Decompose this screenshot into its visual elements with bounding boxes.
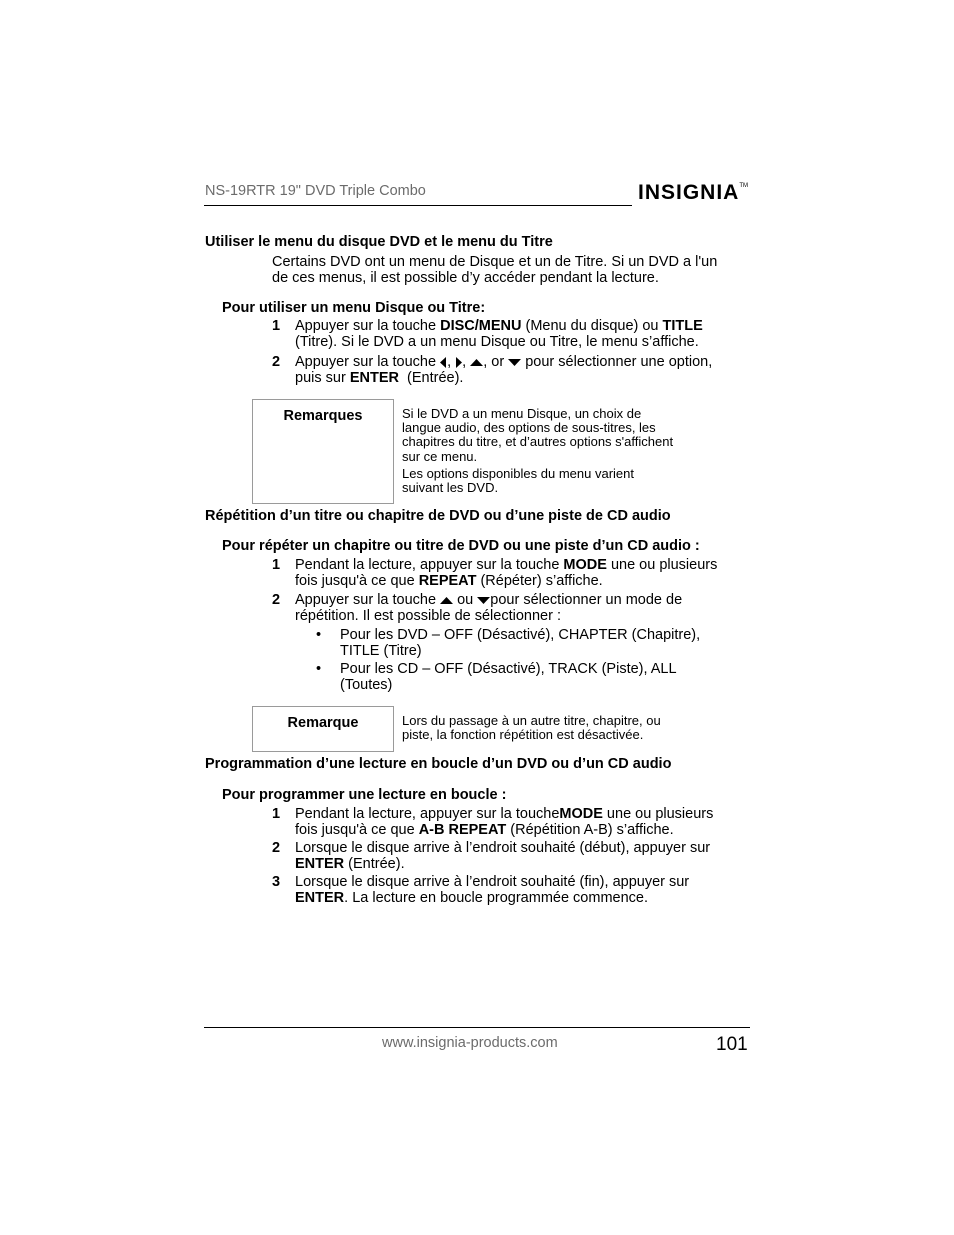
- bullet-dot: •: [316, 661, 322, 677]
- header-rule: [204, 205, 632, 206]
- note-line: suivant les DVD.: [402, 480, 499, 496]
- arrow-up-icon: [440, 597, 453, 604]
- text-run: Appuyer sur la touche: [295, 318, 441, 334]
- step-text: [295, 318, 755, 350]
- text-run: Pour les DVD – OFF (Désactivé), CHAPTER (Chapitre),: [340, 627, 701, 643]
- arrow-down-icon: [508, 359, 521, 366]
- step-number: 2: [272, 592, 281, 608]
- section-heading-disc-menu: Utiliser le menu du disque DVD et le menu du Titre: [205, 234, 553, 250]
- section-intro: [272, 254, 717, 286]
- note-line: piste, la fonction répétition est désactivée.: [402, 727, 644, 743]
- note-line: Lors du passage à un autre titre, chapitre, ou: [402, 713, 661, 728]
- text-run: (Entrée).: [344, 856, 405, 872]
- text-run: ,: [447, 354, 452, 370]
- note-line: sur ce menu.: [402, 448, 478, 464]
- key-name: DISC/MENU: [440, 318, 522, 334]
- text-run: (Répétition A-B) s’affiche.: [506, 822, 674, 838]
- step-number: 1: [272, 318, 281, 334]
- key-name: MODE: [559, 806, 603, 822]
- step-text: [295, 874, 755, 906]
- text-run: (Menu du disque) ou: [521, 318, 663, 334]
- text-run: pour sélectionner une option,: [521, 354, 713, 370]
- text-run: répétition. Il est possible de sélectionner :: [295, 608, 561, 624]
- text-run: une ou plusieurs: [606, 557, 718, 573]
- step-text: [295, 354, 755, 386]
- step-number: 3: [272, 874, 281, 890]
- text-run: fois jusqu'à ce que: [295, 573, 419, 589]
- text-run: (Toutes): [340, 677, 393, 693]
- text-run: Appuyer sur la touche: [295, 592, 441, 608]
- arrow-up-icon: [470, 359, 483, 366]
- text-run: , or: [483, 354, 505, 370]
- step-number: 2: [272, 354, 281, 370]
- key-name: TITLE: [662, 318, 703, 334]
- note-line: langue audio, des options de sous-titres, les: [402, 420, 656, 436]
- note-text: [402, 714, 722, 742]
- step-text: [295, 592, 755, 624]
- text-run: puis sur: [295, 370, 350, 386]
- text-run: (Entrée).: [398, 370, 464, 386]
- note-label: Remarques: [283, 408, 363, 424]
- bullet-text: [340, 661, 740, 693]
- intro-line: Certains DVD ont un menu de Disque et un de Titre. Si un DVD a l'un: [272, 254, 718, 270]
- key-name: REPEAT: [418, 573, 477, 589]
- text-run: Pendant la lecture, appuyer sur la touche: [295, 806, 560, 822]
- step-number: 2: [272, 840, 281, 856]
- page-number: 101: [716, 1034, 748, 1055]
- key-name: A-B REPEAT: [418, 822, 507, 838]
- text-run: Lorsque le disque arrive à l’endroit souhaité (début), appuyer sur: [295, 840, 711, 856]
- step-text: [295, 557, 755, 589]
- step-text: [295, 806, 755, 838]
- intro-line: de ces menus, il est possible d’y accéder pendant la lecture.: [272, 270, 659, 286]
- key-name: ENTER: [295, 856, 345, 872]
- text-run: une ou plusieurs: [602, 806, 714, 822]
- header-title: NS-19RTR 19" DVD Triple Combo: [205, 183, 426, 199]
- text-run: . La lecture en boucle programmée commence.: [344, 890, 649, 906]
- logo-text: INSIGNIA: [638, 181, 740, 204]
- text-run: TITLE (Titre): [340, 643, 422, 659]
- note-text: [402, 407, 722, 495]
- note-label-cell: [252, 399, 394, 504]
- arrow-down-icon: [477, 597, 490, 604]
- text-run: Appuyer sur la touche: [295, 354, 441, 370]
- note-label-cell: [252, 706, 394, 752]
- key-name: MODE: [563, 557, 607, 573]
- step-text: [295, 840, 755, 872]
- text-run: Pour les CD – OFF (Désactivé), TRACK (Piste), ALL: [340, 661, 677, 677]
- text-run: (Titre). Si le DVD a un menu Disque ou Titre, le menu s’affiche.: [295, 334, 699, 350]
- key-name: ENTER: [295, 890, 345, 906]
- logo-tm: TM: [739, 183, 749, 189]
- section-heading-loop: Programmation d’une lecture en boucle d’un DVD ou d’un CD audio: [205, 756, 672, 772]
- text-run: pour sélectionner un mode de: [490, 592, 683, 608]
- step-number: 1: [272, 806, 281, 822]
- note-line: Les options disponibles du menu varient: [402, 465, 634, 481]
- note-label: Remarque: [287, 715, 359, 731]
- footer-url[interactable]: www.insignia-products.com: [382, 1035, 558, 1051]
- text-run: ,: [462, 354, 467, 370]
- text-run: ou: [453, 592, 478, 608]
- footer-rule: [204, 1027, 750, 1028]
- subheading-loop: Pour programmer une lecture en boucle :: [222, 787, 507, 803]
- step-number: 1: [272, 557, 281, 573]
- section-heading-repeat: Répétition d’un titre ou chapitre de DVD ou d’une piste de CD audio: [205, 508, 671, 524]
- text-run: Lorsque le disque arrive à l’endroit souhaité (fin), appuyer sur: [295, 874, 690, 890]
- text-run: Pendant la lecture, appuyer sur la touche: [295, 557, 564, 573]
- bullet-dot: •: [316, 627, 322, 643]
- subheading-repeat: Pour répéter un chapitre ou titre de DVD ou une piste d’un CD audio :: [222, 538, 700, 554]
- subheading-use-menu: Pour utiliser un menu Disque ou Titre:: [222, 300, 486, 316]
- note-line: chapitres du titre, et d’autres options s'affichent: [402, 434, 674, 450]
- text-run: (Répéter) s’affiche.: [476, 573, 603, 589]
- brand-logo: [638, 181, 748, 205]
- key-name: ENTER: [349, 370, 399, 386]
- bullet-text: [340, 627, 740, 659]
- text-run: fois jusqu'à ce que: [295, 822, 419, 838]
- note-line: Si le DVD a un menu Disque, un choix de: [402, 406, 642, 421]
